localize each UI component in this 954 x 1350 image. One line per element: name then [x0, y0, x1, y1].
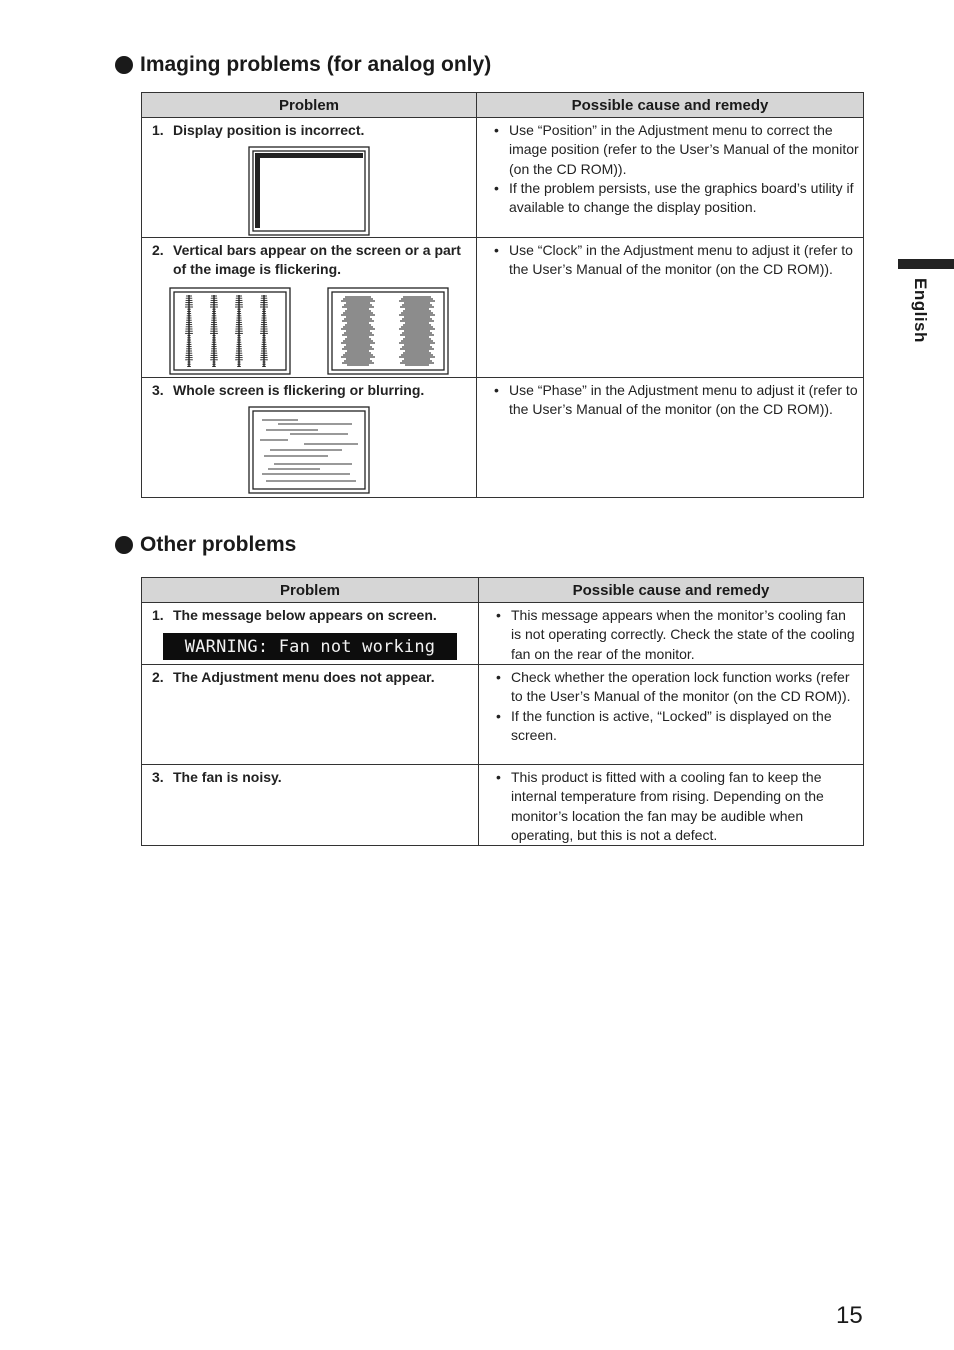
table-row — [142, 118, 864, 238]
other-problems-heading — [115, 533, 296, 557]
problem-label: Display position is incorrect. — [173, 122, 365, 138]
remedy-cell — [477, 378, 864, 498]
table-row — [142, 765, 864, 846]
problem-cell — [142, 378, 477, 498]
imaging-problems-table — [141, 92, 864, 498]
table-row — [142, 238, 864, 378]
remedy-item: • If the problem persists, use the graphics board’s utility if available to change the display position. — [493, 179, 859, 218]
problem-label: Vertical bars appear on the screen or a part of the image is flickering. — [173, 242, 461, 277]
other-problems-title: Other problems — [140, 533, 297, 556]
circle-bullet-icon — [115, 56, 133, 74]
problem-number: 1. — [152, 122, 164, 138]
remedy-column-header: Possible cause and remedy — [477, 93, 864, 118]
remedy-item: • This product is fitted with a cooling fan to keep the internal temperature from rising. Depending on the monitor’s location the fan may be audible when operating, but this is not a defect. — [495, 768, 859, 845]
vertical-bars-icon — [169, 287, 291, 375]
problem-text — [142, 118, 476, 140]
table-header-row — [142, 93, 864, 118]
remedy-cell — [477, 118, 864, 238]
shifted-screen-icon — [248, 146, 370, 236]
remedy-item: • Use “Phase” in the Adjustment menu to adjust it (refer to the User’s Manual of the monitor (on the CD ROM)). — [493, 381, 859, 420]
problem-column-header: Problem — [142, 93, 477, 118]
remedy-item: • Check whether the operation lock function works (refer to the User’s Manual of the monitor (on the CD ROM)). — [495, 668, 859, 707]
remedy-cell — [479, 665, 864, 765]
problem-number: 1. — [152, 607, 164, 623]
problem-cell — [142, 765, 479, 846]
problem-text — [142, 378, 476, 400]
imaging-problems-heading — [115, 53, 491, 77]
problem-number: 2. — [152, 669, 164, 685]
remedy-item: • Use “Clock” in the Adjustment menu to adjust it (refer to the User’s Manual of the monitor (on the CD ROM)). — [493, 241, 859, 280]
table-header-row — [142, 578, 864, 603]
problem-column-header: Problem — [142, 578, 479, 603]
problem-label: The Adjustment menu does not appear. — [173, 669, 435, 685]
language-tab-marker — [898, 259, 954, 269]
table-row — [142, 665, 864, 765]
remedy-cell — [479, 765, 864, 846]
remedy-cell — [479, 603, 864, 665]
remedy-cell — [477, 238, 864, 378]
flickering-bands-icon — [327, 287, 449, 375]
warning-message-box — [163, 633, 457, 660]
blur-illustration — [142, 406, 476, 494]
language-tab-label: English — [911, 278, 930, 343]
remedy-item: • This message appears when the monitor’s cooling fan is not operating correctly. Check the state of the cooling fan on the rear of the monitor. — [495, 606, 859, 664]
table-row — [142, 378, 864, 498]
problem-label: The message below appears on screen. — [173, 607, 437, 623]
problem-number: 3. — [152, 382, 164, 398]
imaging-problems-title: Imaging problems (for analog only) — [140, 53, 492, 76]
remedy-item: • Use “Position” in the Adjustment menu to correct the image position (refer to the User’s Manual of the monitor (on the CD ROM)). — [493, 121, 859, 179]
problem-label: Whole screen is flickering or blurring. — [173, 382, 425, 398]
problem-number: 3. — [152, 769, 164, 785]
other-problems-table — [141, 577, 864, 846]
position-illustration — [142, 146, 476, 236]
problem-cell — [142, 238, 477, 378]
page-number: 15 — [836, 1302, 863, 1329]
flicker-illustrations — [142, 287, 476, 375]
problem-cell — [142, 665, 479, 765]
problem-text — [142, 765, 478, 787]
remedy-item: • If the function is active, “Locked” is displayed on the screen. — [495, 707, 859, 746]
circle-bullet-icon — [115, 536, 133, 554]
problem-text — [142, 238, 476, 279]
problem-cell — [142, 118, 477, 238]
problem-text — [142, 603, 478, 625]
table-row — [142, 603, 864, 665]
blurred-lines-icon — [248, 406, 370, 494]
problem-text — [142, 665, 478, 687]
remedy-column-header: Possible cause and remedy — [479, 578, 864, 603]
warning-message-text: WARNING: Fan not working — [184, 636, 436, 657]
problem-label: The fan is noisy. — [173, 769, 282, 785]
problem-number: 2. — [152, 242, 164, 258]
problem-cell — [142, 603, 479, 665]
